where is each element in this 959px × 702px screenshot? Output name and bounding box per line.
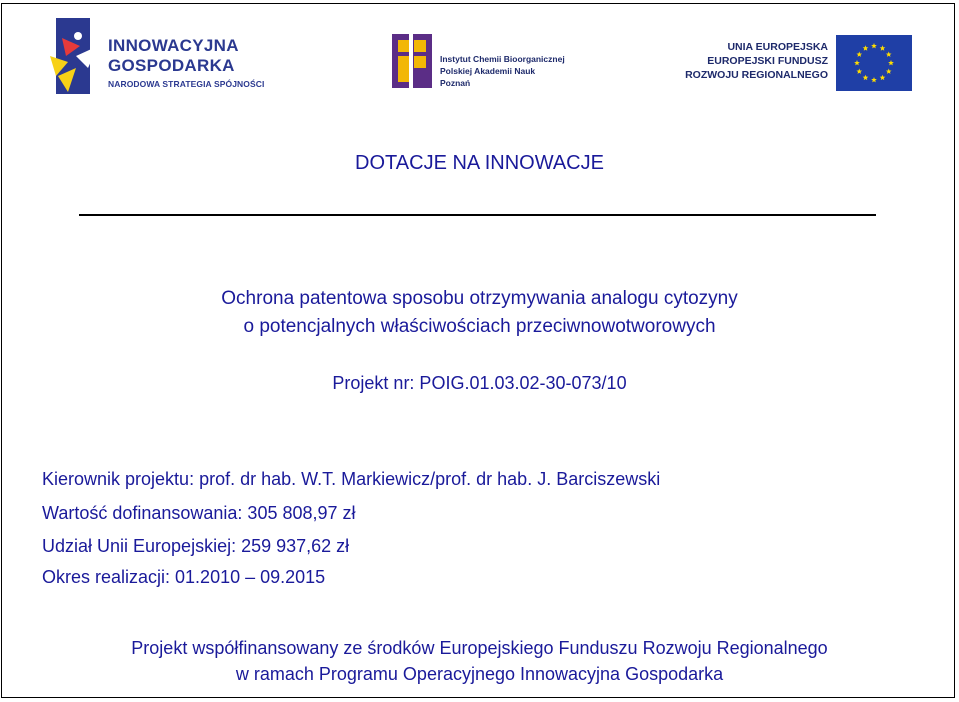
icb-pan-logo	[390, 32, 600, 92]
logo-icb-line2: Polskiej Akademii Nauk	[440, 66, 536, 76]
logo-ig-line1: INNOWACYJNA	[108, 36, 239, 55]
logo-eu-line1: UNIA EUROPEJSKA	[727, 41, 828, 53]
eu-flag-icon	[836, 35, 912, 91]
icb-emblem-icon	[390, 32, 434, 90]
project-number: Projekt nr: POIG.01.03.02-30-073/10	[332, 373, 627, 393]
logo-icb-line1: Instytut Chemii Bioorganicznej	[440, 54, 565, 64]
logo-ig-line2: GOSPODARKA	[108, 56, 235, 75]
project-title-line2: o potencjalnych właściwościach przeciwnowotworowych	[243, 316, 716, 337]
logo-eu-line2: EUROPEJSKI FUNDUSZ	[707, 55, 828, 67]
project-period: Okres realizacji: 01.2010 – 09.2015	[42, 567, 326, 587]
funding-value: Wartość dofinansowania: 305 808,97 zł	[42, 503, 356, 523]
innowacyjna-emblem-icon	[48, 16, 104, 98]
project-manager: Kierownik projektu: prof. dr hab. W.T. Markiewicz/prof. dr hab. J. Barciszewski	[42, 469, 661, 489]
footer-line2: w ramach Programu Operacyjnego Innowacyjna Gospodarka	[235, 664, 724, 684]
logo-ig-line3: NARODOWA STRATEGIA SPÓJNOŚCI	[108, 79, 265, 89]
logo-icb-line3: Poznań	[440, 78, 471, 88]
eu-share: Udział Unii Europejskiej: 259 937,62 zł	[42, 536, 350, 556]
footer-line1: Projekt współfinansowany ze środków Europejskiego Funduszu Rozwoju Regionalnego	[131, 638, 828, 658]
project-title-line1: Ochrona patentowa sposobu otrzymywania analogu cytozyny	[221, 288, 738, 309]
eu-logo	[685, 35, 912, 91]
heading-divider	[79, 214, 876, 216]
innowacyjna-gospodarka-logo	[48, 16, 268, 98]
logo-eu-line3: ROZWOJU REGIONALNEGO	[685, 69, 828, 81]
page-heading: DOTACJE NA INNOWACJE	[355, 152, 604, 174]
page-frame	[1, 3, 955, 698]
